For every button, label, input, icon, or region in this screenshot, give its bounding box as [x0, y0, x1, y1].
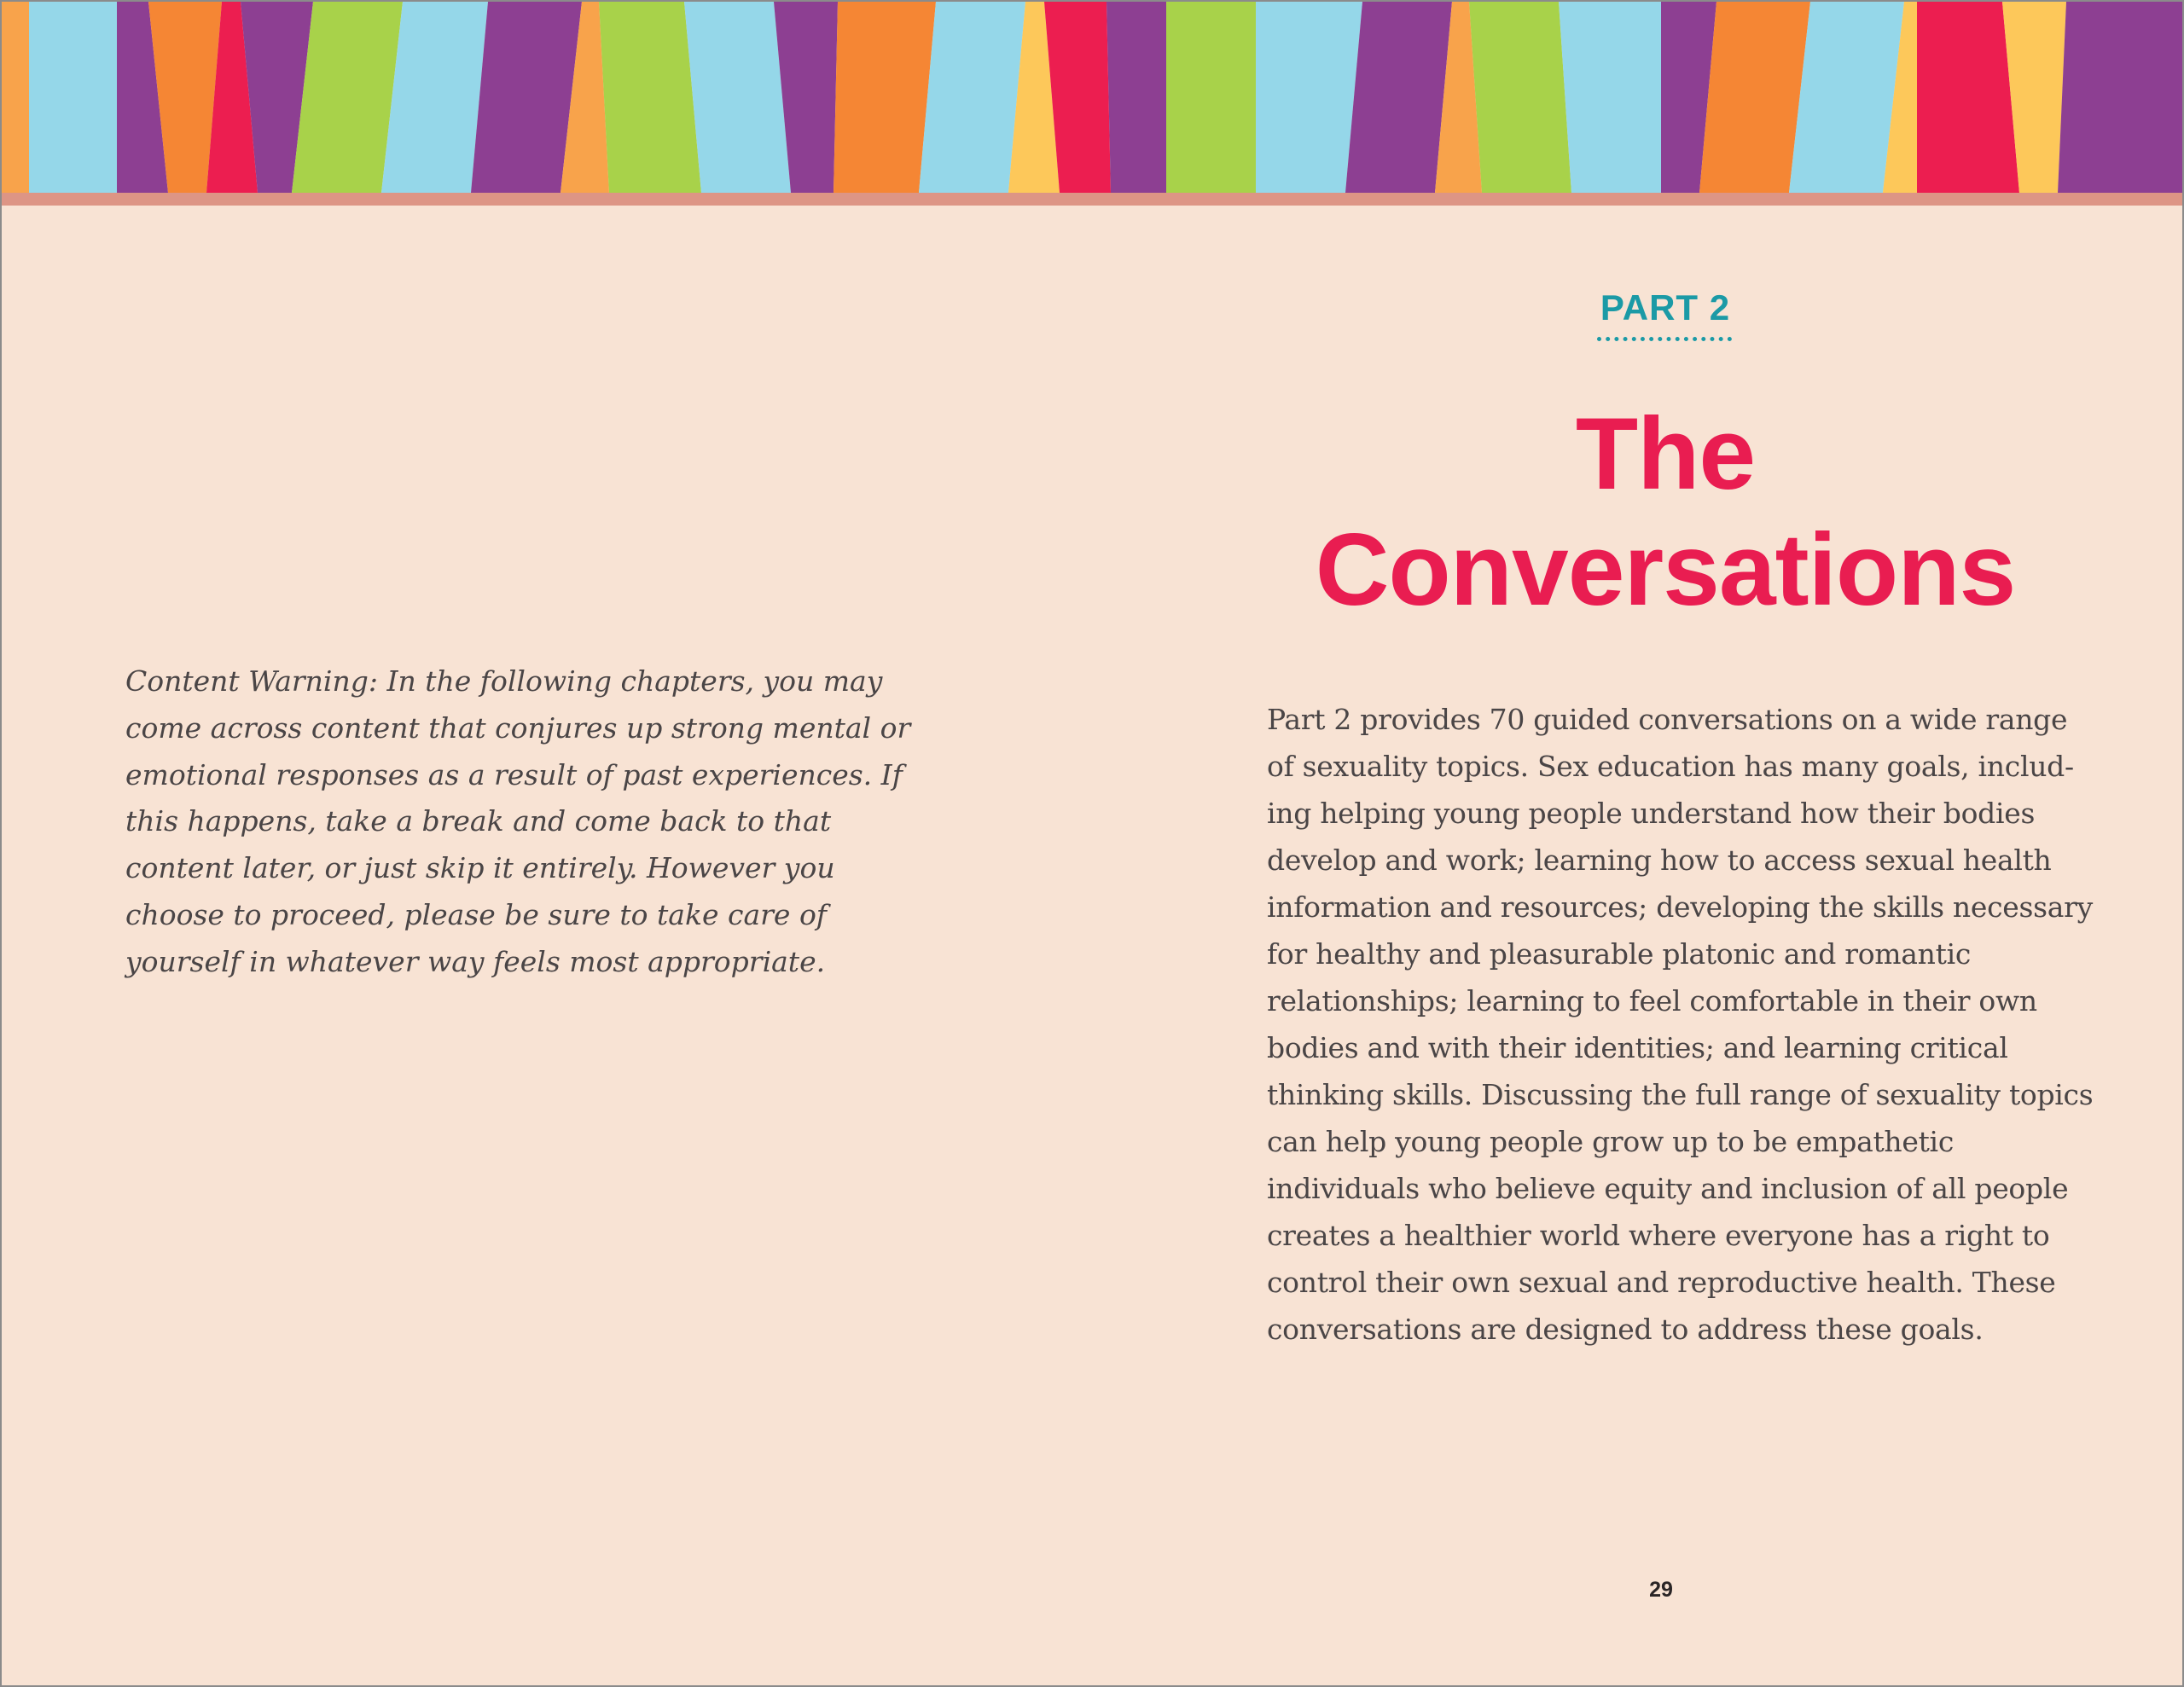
banner-stripe	[1559, 2, 1661, 193]
banner-stripe	[599, 2, 701, 193]
banner-stripe	[1166, 2, 1256, 193]
intro-paragraph: Part 2 provides 70 guided conversations on a wide range of sexuality topics. Sex education has many goals, including helping young people understand how their bodies develop and work; learning how to access sexual health information and resources; developing the skills necessary for healthy and pleasurable platonic and romantic relationships; learning to feel comfortable in their own bodies and with their identities; and learning critical thinking skills. Discussing the full range of sexuality topics can help young people grow up to be empathetic individuals who believe equity and inclusion of all people creates a healthier world where everyone has a right to control their own sexual and reproductive health. These conversations are designed to address these goals.	[1267, 703, 2094, 1346]
banner-stripe	[684, 2, 791, 193]
decorative-stripe-banner	[2, 2, 2184, 193]
chapter-title	[1247, 396, 2083, 628]
page-number: 29	[1649, 1578, 1673, 1602]
chapter-title-line-1: The	[1575, 397, 1756, 511]
banner-stripe	[834, 2, 936, 193]
banner-bottom-rule	[2, 193, 2184, 206]
banner-stripe	[1107, 2, 1166, 193]
banner-stripe	[2058, 2, 2184, 193]
banner-stripe	[1345, 2, 1452, 193]
stripe-pattern-icon	[2, 2, 2184, 193]
chapter-title-line-2: Conversations	[1315, 513, 2016, 627]
part-label: PART 2	[1600, 287, 1731, 328]
part-dotted-underline	[1597, 337, 1732, 341]
banner-stripe	[1256, 2, 1362, 193]
banner-stripe	[1469, 2, 1571, 193]
banner-stripe	[1917, 2, 2019, 193]
content-warning-text: Content Warning: In the following chapters, you may come across content that conjures up strong mental or emotional responses as a result of past experiences. If this happens, take a break and come back to that content later, or just skip it entirely. However you choose to proceed, please be sure to take care of yourself in whatever way feels most appropriate.	[125, 664, 911, 978]
banner-stripe	[29, 2, 117, 193]
banner-stripe	[2, 2, 29, 193]
banner-stripe	[919, 2, 1025, 193]
